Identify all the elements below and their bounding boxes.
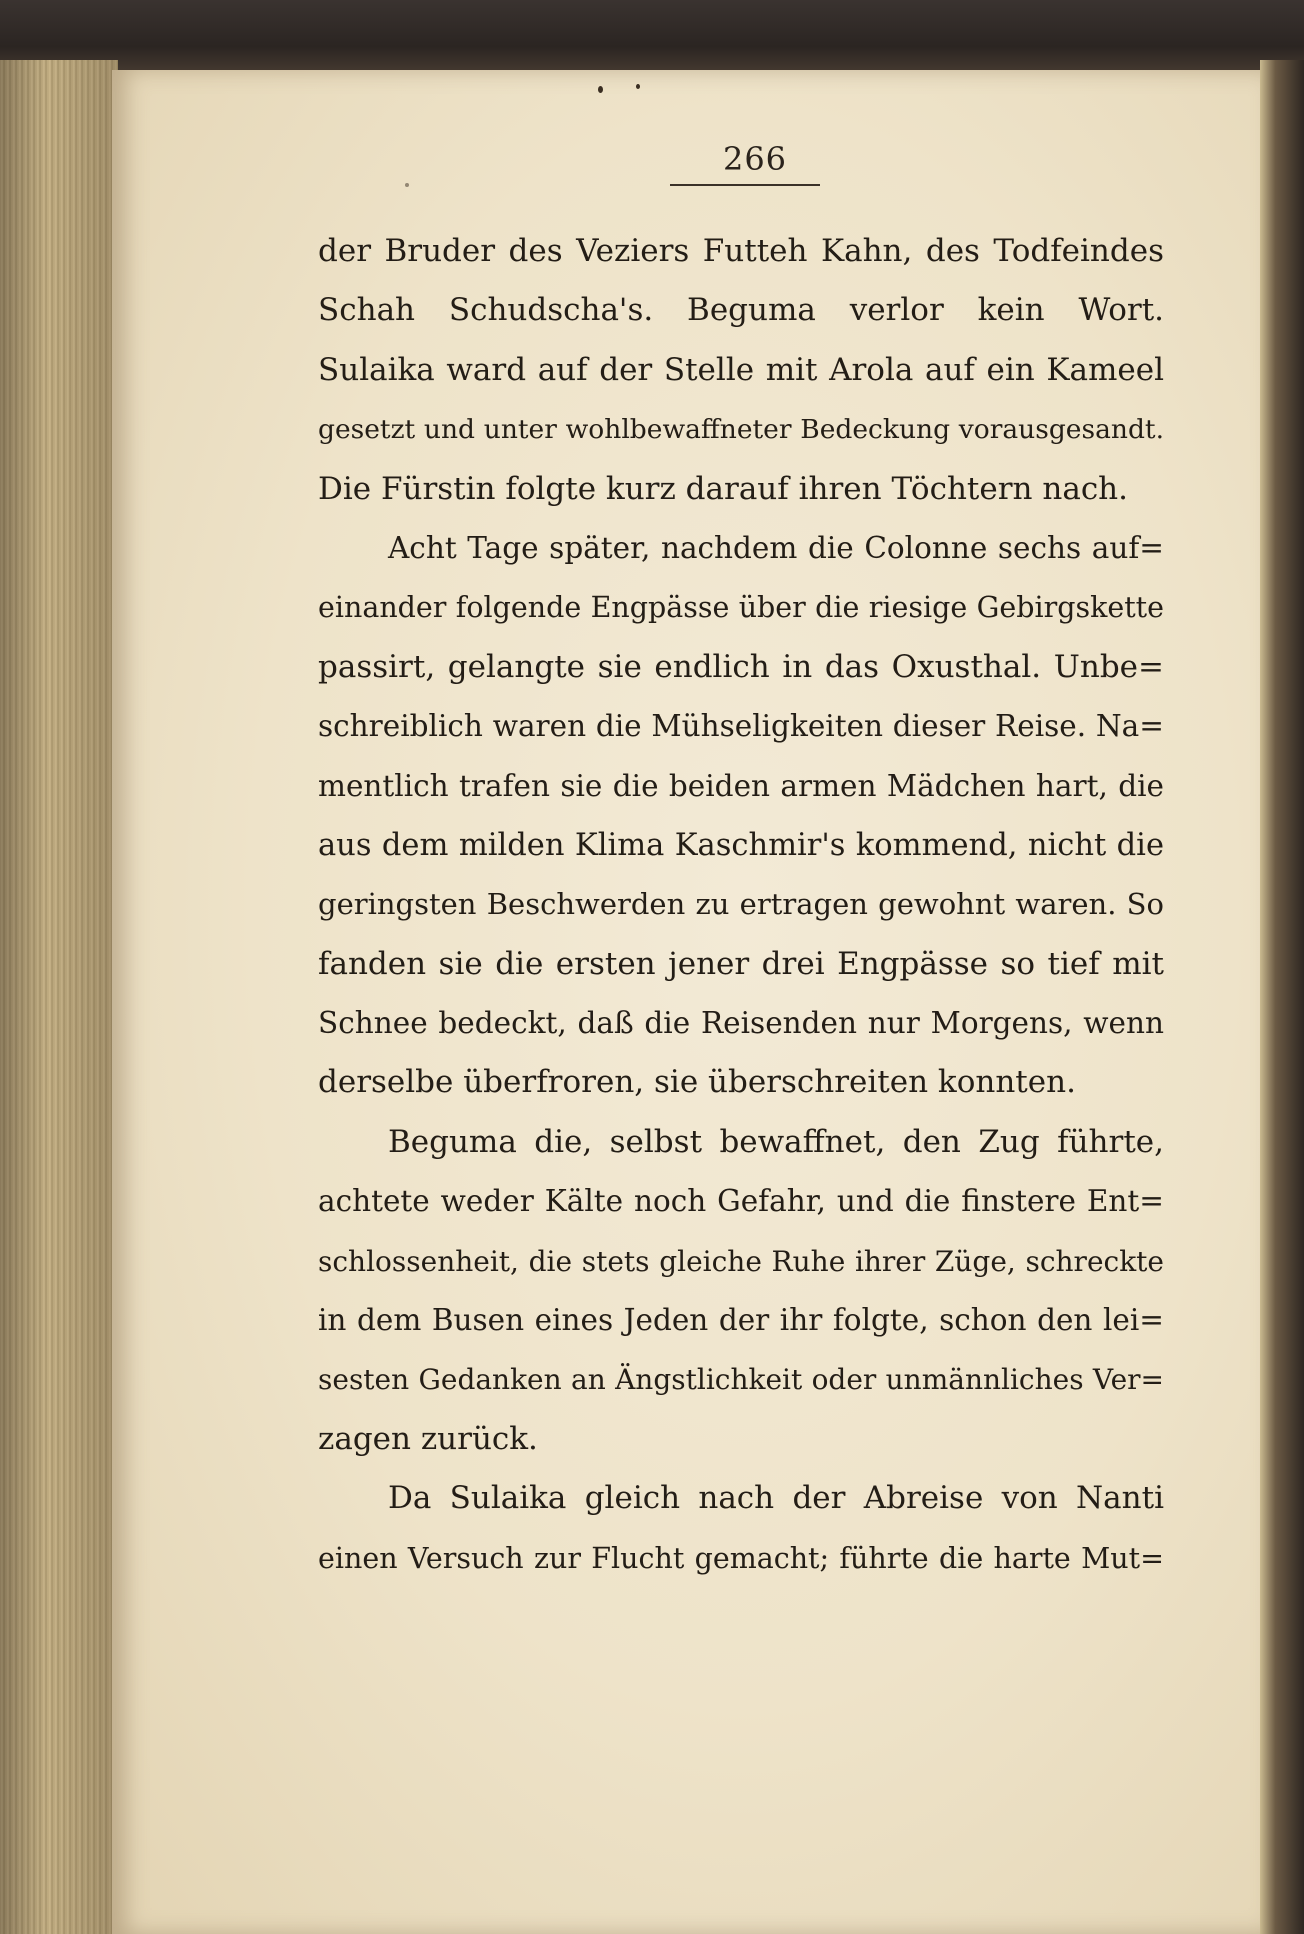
text-line: Acht Tage später, nachdem die Colonne sechs auf= [388, 530, 1164, 565]
text-line: passirt, gelangte sie endlich in das Oxusthal. Unbe= [318, 648, 1164, 685]
text-line: mentlich trafen sie die beiden armen Mädchen hart, die [318, 768, 1164, 803]
text-line: fanden sie die ersten jener drei Engpässe so tief mit [318, 945, 1164, 982]
text-line: sesten Gedanken an Ängstlichkeit oder unmännliches Ver= [318, 1363, 1164, 1397]
ink-speck [636, 84, 640, 89]
page-number-rule [670, 184, 820, 186]
text-line: aus dem milden Klima Kaschmir's kommend, nicht die [318, 827, 1164, 863]
text-line: Schnee bedeckt, daß die Reisenden nur Morgens, wenn [318, 1006, 1164, 1041]
text-line: gesetzt und unter wohlbewaffneter Bedeckung vorausgesandt. [318, 414, 1164, 446]
text-line: zagen zurück. [318, 1420, 538, 1457]
text-line: derselbe überfroren, sie überschreiten konnten. [318, 1064, 1076, 1101]
page-number: 266 [722, 140, 788, 178]
facing-page-edge [1260, 60, 1304, 1934]
text-line: Schah Schudscha's. Beguma verlor kein Wort. [318, 292, 1164, 329]
text-line: Beguma die, selbst bewaffnet, den Zug führte, [388, 1123, 1164, 1160]
text-line: einander folgende Engpässe über die riesige Gebirgskette [318, 591, 1164, 625]
text-line: der Bruder des Veziers Futteh Kahn, des Todfeindes [318, 233, 1164, 269]
page-stack-shadow [0, 60, 118, 1934]
text-line: achtete weder Kälte noch Gefahr, und die finstere Ent= [318, 1184, 1164, 1219]
ink-speck [405, 183, 409, 187]
text-line: Die Fürstin folgte kurz darauf ihren Töchtern nach. [318, 470, 1128, 507]
text-line: schreiblich waren die Mühseligkeiten dieser Reise. Na= [318, 709, 1164, 744]
body-text [318, 222, 1164, 1588]
text-line: geringsten Beschwerden zu ertragen gewohnt waren. So [318, 887, 1164, 922]
text-line: Da Sulaika gleich nach der Abreise von Nanti [388, 1480, 1164, 1517]
text-line: einen Versuch zur Flucht gemacht; führte die harte Mut= [318, 1541, 1164, 1575]
book-cover-edge [0, 0, 1304, 78]
ink-speck [598, 86, 603, 93]
text-line: Sulaika ward auf der Stelle mit Arola auf ein Kameel [318, 351, 1164, 388]
text-line: schlossenheit, die stets gleiche Ruhe ihrer Züge, schreckte [318, 1244, 1164, 1278]
text-line: in dem Busen eines Jeden der ihr folgte, schon den lei= [318, 1303, 1164, 1338]
